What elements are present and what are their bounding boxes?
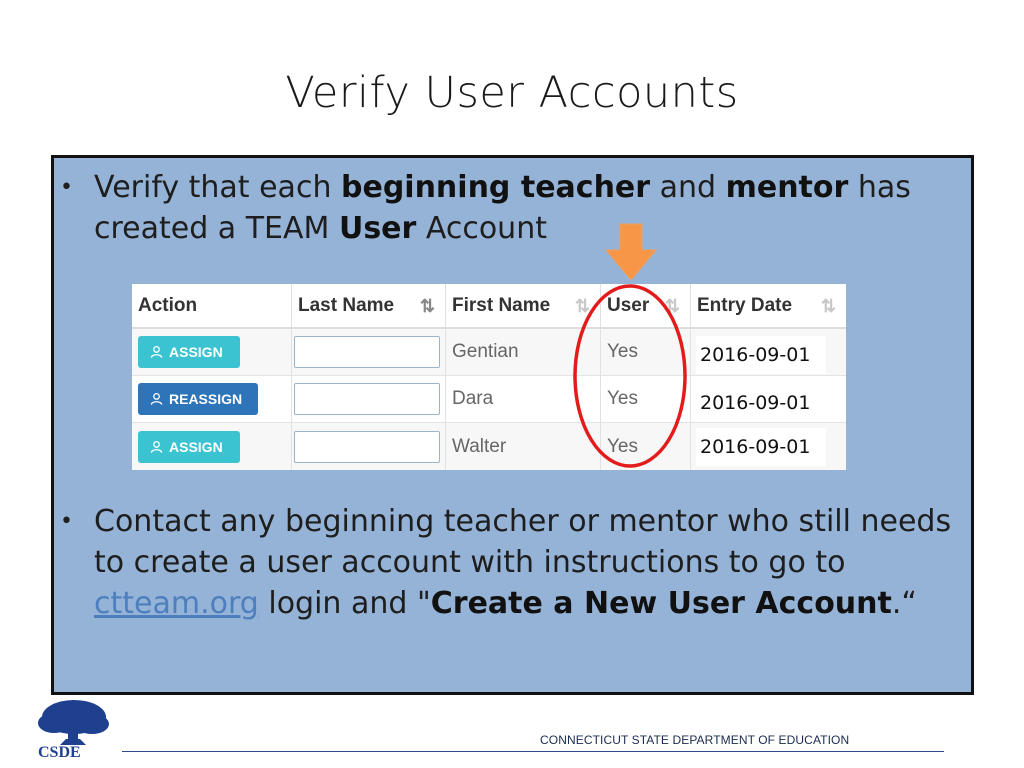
logo-text: CSDE bbox=[38, 744, 81, 759]
header-user[interactable]: User ⇅ bbox=[601, 284, 691, 327]
header-last-name[interactable]: Last Name ⇅ bbox=[292, 284, 446, 327]
sort-icon[interactable]: ⇅ bbox=[820, 296, 836, 316]
content-panel bbox=[51, 155, 974, 695]
csde-logo bbox=[30, 697, 114, 759]
bullet-marker: • bbox=[60, 509, 73, 534]
first-name-cell: Walter bbox=[446, 423, 601, 470]
last-name-field[interactable] bbox=[294, 336, 440, 368]
entry-date-label: 2016-09-01 bbox=[696, 384, 826, 422]
footer-divider bbox=[122, 751, 944, 752]
footer-department: CONNECTICUT STATE DEPARTMENT OF EDUCATION bbox=[540, 733, 850, 747]
header-first-name[interactable]: First Name ⇅ bbox=[446, 284, 601, 327]
first-name-cell: Gentian bbox=[446, 329, 601, 375]
bullet-contact bbox=[60, 501, 960, 624]
reassign-button[interactable]: REASSIGN bbox=[138, 383, 258, 415]
entry-date-label: 2016-09-01 bbox=[696, 336, 826, 374]
last-name-field[interactable] bbox=[294, 383, 440, 415]
header-entry-date[interactable]: Entry Date ⇅ bbox=[697, 294, 836, 316]
sort-icon[interactable]: ⇅ bbox=[574, 296, 590, 316]
ctteam-link[interactable]: ctteam.org bbox=[94, 586, 259, 621]
user-icon bbox=[150, 345, 163, 359]
entry-date-label: 2016-09-01 bbox=[696, 428, 826, 466]
last-name-field[interactable] bbox=[294, 431, 440, 463]
user-cell: Yes bbox=[601, 329, 691, 375]
user-cell: Yes bbox=[601, 423, 691, 470]
sort-icon[interactable]: ⇅ bbox=[664, 296, 680, 316]
header-action: Action bbox=[132, 284, 292, 327]
first-name-cell: Dara bbox=[446, 376, 601, 422]
assign-button[interactable]: ASSIGN bbox=[138, 336, 240, 368]
bullet-marker: • bbox=[60, 175, 73, 200]
table-header-row bbox=[132, 284, 846, 329]
bullet-contact-text: Contact any beginning teacher or mentor who still needs to create a user account with instructions to go to ctteam.org login and "Create a New User Account.“ bbox=[94, 504, 952, 621]
slide-title: Verify User Accounts bbox=[285, 68, 739, 118]
bullet-verify-text: Verify that each beginning teacher and mentor has created a TEAM User Account bbox=[94, 170, 911, 246]
assign-button[interactable]: ASSIGN bbox=[138, 431, 240, 463]
bullet-verify bbox=[60, 167, 960, 249]
sort-icon[interactable]: ⇅ bbox=[419, 296, 435, 316]
user-cell: Yes bbox=[601, 376, 691, 422]
user-icon bbox=[150, 440, 163, 454]
user-accounts-table bbox=[132, 284, 846, 470]
user-icon bbox=[150, 392, 163, 406]
